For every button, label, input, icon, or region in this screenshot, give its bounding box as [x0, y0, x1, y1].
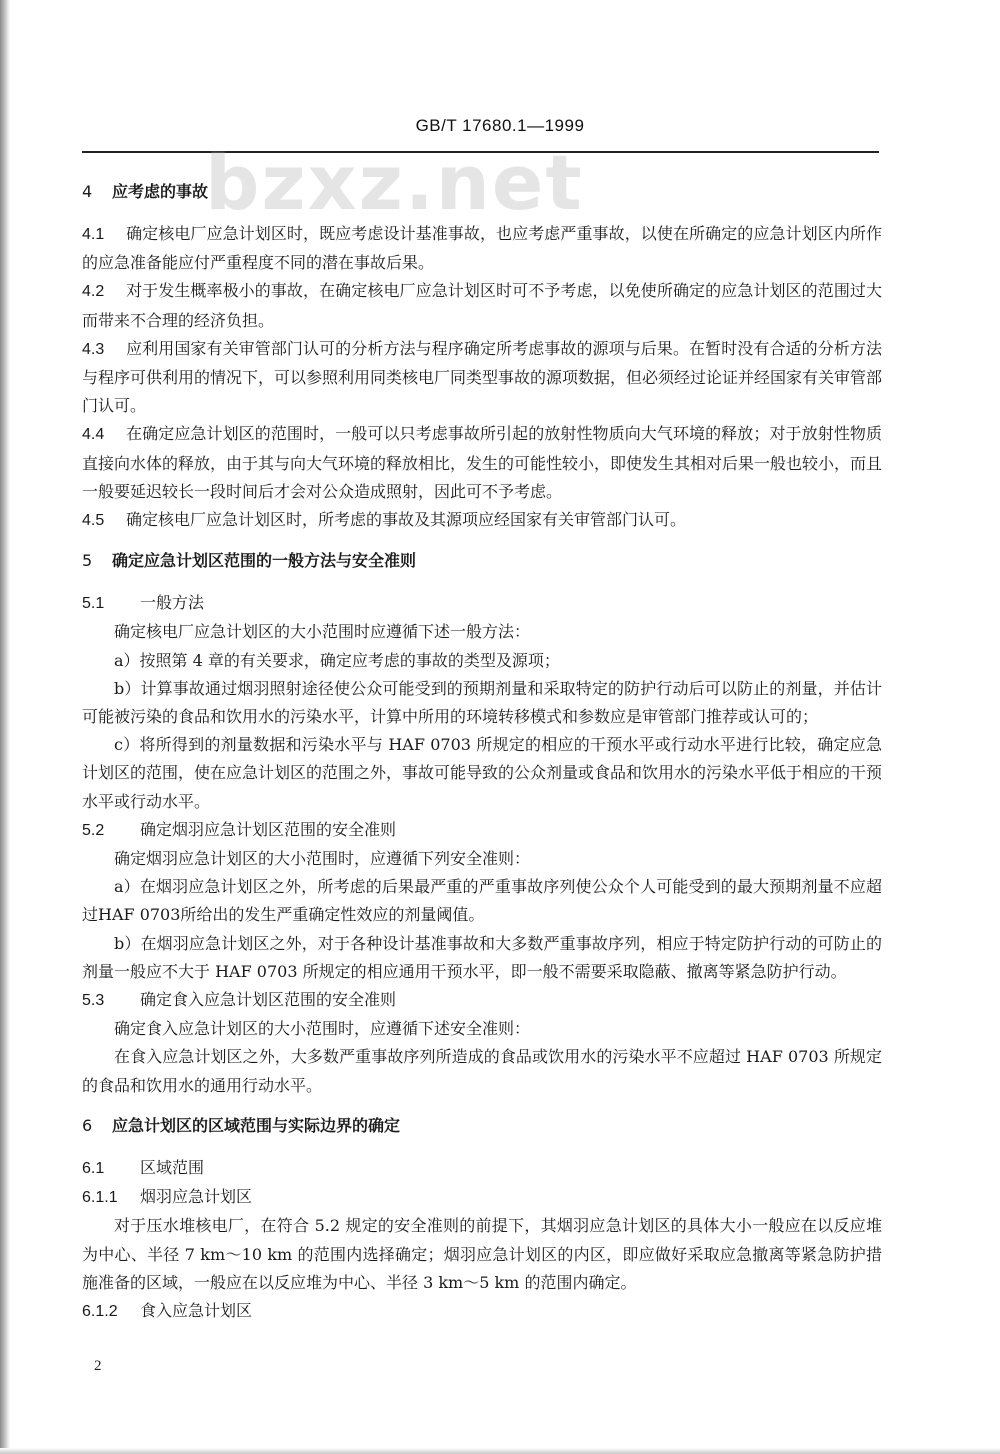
clause-4-4	[82, 420, 882, 506]
clause-title: 烟羽应急计划区	[140, 1187, 253, 1207]
section-title: 确定应急计划区范围的一般方法与安全准则	[112, 551, 417, 571]
clause-title: 确定食入应急计划区范围的安全准则	[140, 990, 397, 1010]
clause-5-2-item-a: a）在烟羽应急计划区之外，所考虑的后果最严重的严重事故序列使公众个人可能受到的最大预期剂量不应超过HAF 0703所给出的发生严重确定性效应的剂量阈值。	[82, 877, 882, 925]
scan-left-edge	[0, 0, 10, 1454]
clause-text: 应利用国家有关审管部门认可的分析方法与程序确定所考虑事故的源项与后果。在暂时没有合适的分析方法与程序可供利用的情况下，可以参照利用同类核电厂同类型事故的源项数据，但必须经过论证并经国家有关审管部门认可。	[82, 338, 883, 416]
clause-6-1-heading	[82, 1154, 882, 1183]
clause-4-2	[82, 277, 882, 334]
standard-code-header: GB/T 17680.1—1999	[415, 116, 585, 135]
section-number: 5	[82, 551, 93, 571]
watermark: bzxz.net	[205, 138, 584, 227]
clause-text: 对于发生概率极小的事故，在确定核电厂应急计划区时可不予考虑，以免使所确定的应急计划区的范围过大而带来不合理的经济负担。	[82, 281, 882, 330]
clause-5-2-intro: 确定烟羽应急计划区的大小范围时，应遵循下列安全准则：	[114, 849, 531, 869]
clause-number: 5.1	[82, 595, 105, 613]
scan-bottom-edge	[0, 1448, 1000, 1454]
clause-6-1-1-heading	[82, 1183, 882, 1212]
clause-4-3	[82, 335, 882, 421]
clause-4-5	[82, 506, 882, 535]
section-number: 4	[82, 182, 93, 201]
clause-6-1-1-text: 对于压水堆核电厂，在符合 5.2 规定的安全准则的前提下，其烟羽应急计划区的具体大小一般应在以反应堆为中心、半径 7 km～10 km 的范围内选择确定；烟羽应急计划区的内区，即应做好采取应急撤离等紧急防护措施准备的区域，一般应在以反应堆为中心、半径 3 km～5 km 的范围内确定。	[82, 1216, 882, 1292]
clause-text: 确定核电厂应急计划区时，所考虑的事故及其源项应经国家有关审管部门认可。	[126, 510, 687, 530]
clause-5-2-heading	[82, 816, 882, 845]
clause-5-3-text: 在食入应急计划区之外，大多数严重事故序列所造成的食品或饮用水的污染水平不应超过 HAF 0703 所规定的食品和饮用水的通用行动水平。	[82, 1047, 882, 1095]
clause-5-1-item-c: c）将所得到的剂量数据和污染水平与 HAF 0703 所规定的相应的干预水平或行动水平进行比较，确定应急计划区的范围，使在应急计划区的范围之外，事故可能导致的公众剂量或食品和饮用水的污染水平低于相应的干预水平或行动水平。	[82, 735, 883, 811]
clause-title: 区域范围	[140, 1157, 205, 1177]
clause-text: 确定核电厂应急计划区时，既应考虑设计基准事故，也应考虑严重事故，以使在所确定的应急计划区内所作的应急准备能应付严重程度不同的潜在事故后果。	[82, 224, 882, 273]
section-title: 应急计划区的区域范围与实际边界的确定	[112, 1115, 401, 1135]
clause-5-2-item-b: b）在烟羽应急计划区之外，对于各种设计基准事故和大多数严重事故序列，相应于特定防护行动的可防止的剂量一般应不大于 HAF 0703 所规定的相应通用干预水平，即一般不需要采取隐蔽、撤离等紧急防护行动。	[82, 933, 882, 981]
clause-number: 4.4	[82, 426, 105, 444]
clause-number: 5.3	[82, 992, 105, 1010]
clause-text: 在确定应急计划区的范围时，一般可以只考虑事故所引起的放射性物质向大气环境的释放；对于放射性物质直接向水体的释放，由于其与向大气环境的释放相比，发生的可能性较小，即使发生其相对后果一般也较小，而且一般要延迟较长一段时间后才会对公众造成照射，因此可不予考虑。	[82, 424, 883, 501]
page-content	[82, 180, 882, 1326]
clause-number: 4.1	[82, 226, 105, 243]
clause-number: 5.2	[82, 821, 105, 839]
page-number: 2	[94, 1358, 102, 1374]
clause-number: 6.1.1	[82, 1189, 118, 1207]
clause-number: 6.1	[82, 1159, 105, 1177]
clause-5-3-intro: 确定食入应急计划区的大小范围时，应遵循下述安全准则：	[114, 1019, 531, 1039]
section-5-heading	[82, 549, 882, 573]
section-4-heading	[82, 180, 882, 204]
section-number: 6	[82, 1115, 93, 1135]
clause-title: 一般方法	[140, 593, 205, 613]
clause-5-3-heading	[82, 986, 882, 1015]
clause-number: 4.2	[82, 283, 105, 301]
section-6-heading	[82, 1114, 882, 1138]
clause-4-1	[82, 220, 882, 277]
section-title: 应考虑的事故	[112, 182, 209, 201]
clause-number: 4.5	[82, 512, 105, 530]
clause-number: 4.3	[82, 340, 105, 358]
clause-title: 确定烟羽应急计划区范围的安全准则	[140, 819, 397, 839]
clause-6-1-2-heading	[82, 1297, 882, 1326]
clause-title: 食入应急计划区	[140, 1300, 253, 1320]
clause-5-1-intro: 确定核电厂应急计划区的大小范围时应遵循下述一般方法：	[114, 622, 531, 642]
clause-number: 6.1.2	[82, 1302, 118, 1320]
clause-5-1-item-b: b）计算事故通过烟羽照射途径使公众可能受到的预期剂量和采取特定的防护行动后可以防止的剂量，并估计可能被污染的食品和饮用水的污染水平，计算中所用的环境转移模式和参数应是审管部门推荐或认可的；	[82, 678, 882, 727]
clause-5-1-heading	[82, 589, 882, 618]
clause-5-1-item-a: a）按照第 4 章的有关要求，确定应考虑的事故的类型及源项；	[114, 650, 560, 670]
